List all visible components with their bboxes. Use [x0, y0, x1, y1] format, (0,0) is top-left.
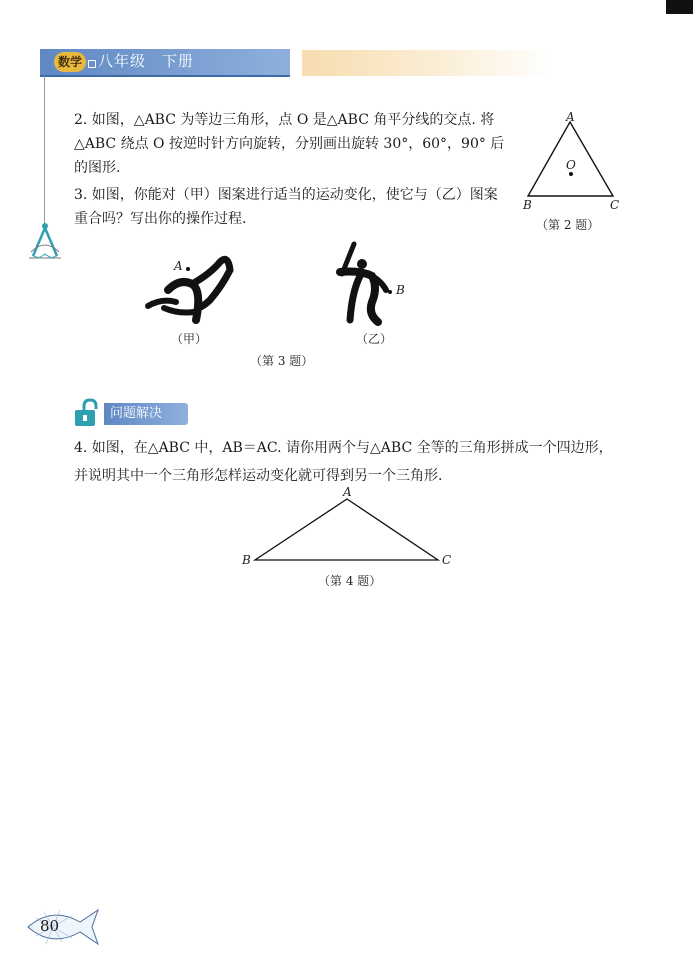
- page-number: 80: [40, 917, 60, 935]
- problem-4-line-1: 4. 如图，在△ABC 中，AB＝AC. 请你用两个与△ABC 全等的三角形拼成一个四边形，: [74, 440, 613, 456]
- figure-3-jia-pictogram: [140, 240, 260, 330]
- fig2-label-o: O: [566, 158, 576, 172]
- page-corner-mark: [666, 0, 693, 14]
- problem-2-line-3: 的图形.: [74, 160, 121, 176]
- badge-square-icon: [88, 60, 96, 68]
- fig2-label-a: A: [566, 110, 575, 124]
- fig4-label-a: A: [343, 485, 352, 499]
- fig4-label-c: C: [442, 553, 452, 567]
- fig3-label-a: A: [174, 259, 183, 273]
- fig3-caption-yi: （乙）: [356, 332, 393, 346]
- compass-icon: [25, 218, 65, 262]
- fig2-label-c: C: [610, 198, 620, 212]
- problem-2-line-2: △ABC 绕点 O 按逆时针方向旋转，分别画出旋转 30°，60°，90° 后: [74, 136, 505, 152]
- fig4-label-b: B: [242, 553, 251, 567]
- figure-4-triangle: [240, 490, 460, 570]
- problem-3-line-1: 3. 如图，你能对（甲）图案进行适当的运动变化，使它与（乙）图案: [74, 187, 498, 203]
- figure-2-caption: （第 2 题）: [536, 218, 600, 232]
- header-decoration: [302, 50, 552, 76]
- fish-icon: [22, 904, 102, 950]
- problem-3-line-2: 重合吗？写出你的操作过程.: [74, 211, 247, 227]
- section-title: 问题解决: [104, 403, 188, 425]
- fig2-label-b: B: [523, 198, 532, 212]
- problem-2-line-1: 2. 如图，△ABC 为等边三角形，点 O 是△ABC 角平分线的交点. 将: [74, 112, 495, 128]
- lock-icon: [72, 398, 102, 428]
- figure-4-caption: （第 4 题）: [318, 574, 382, 588]
- margin-line: [44, 76, 45, 226]
- problem-4-line-2: 并说明其中一个三角形怎样运动变化就可得到另一个三角形.: [74, 468, 443, 484]
- fig3-label-b: B: [396, 283, 405, 297]
- fig3-caption-jia: （甲）: [171, 332, 208, 346]
- book-title: 八年级 下册: [98, 52, 195, 70]
- figure-3-yi-pictogram: [320, 236, 420, 331]
- figure-3-caption: （第 3 题）: [250, 354, 314, 368]
- subject-badge: 数学: [54, 52, 86, 72]
